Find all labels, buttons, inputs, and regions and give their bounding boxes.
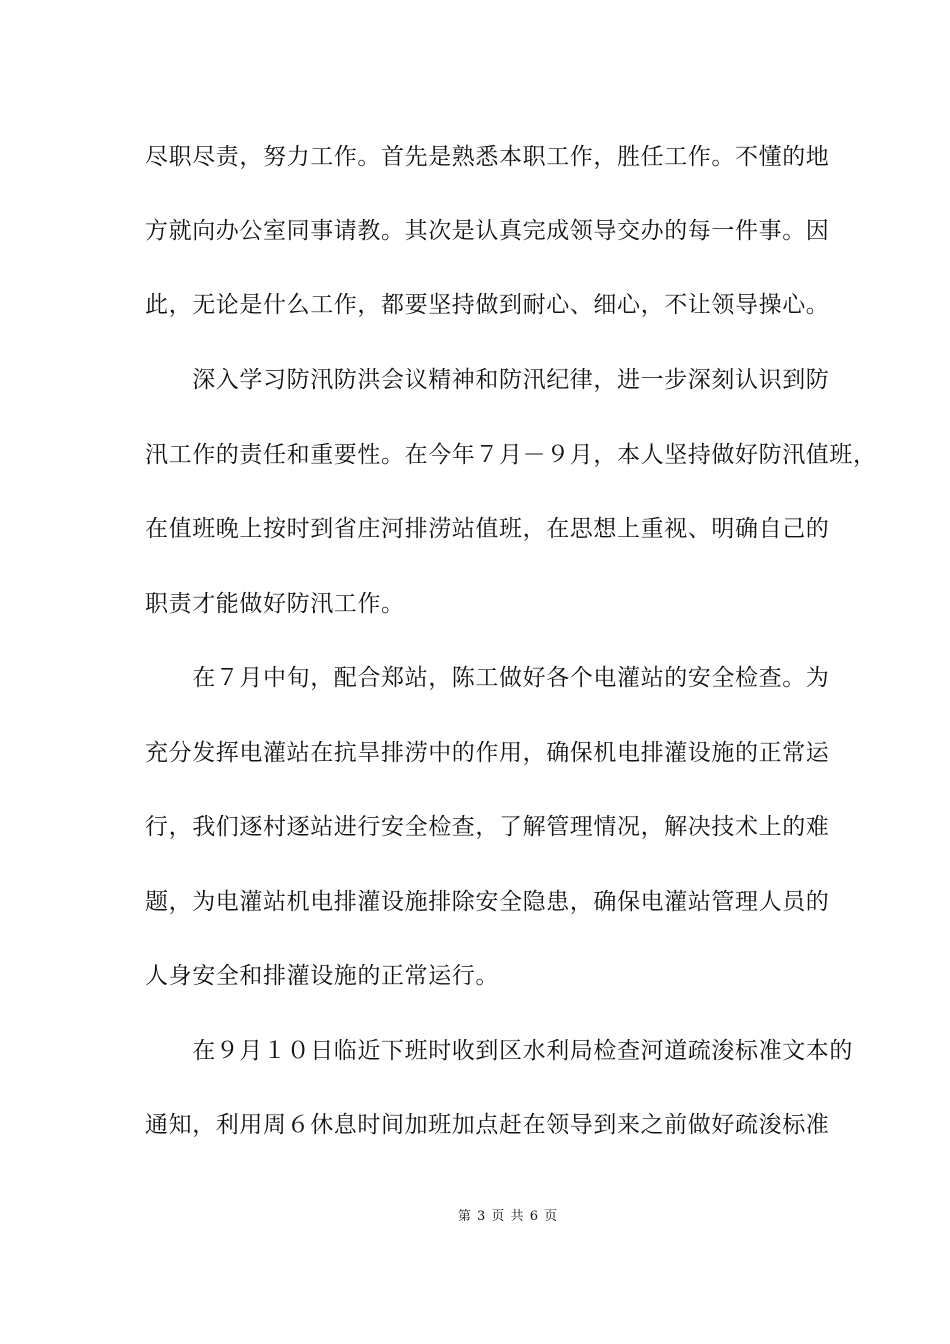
- text-line: 此，无论是什么工作，都要坚持做到耐心、细心，不让领导操心。: [145, 292, 830, 318]
- text-line: 职责才能做好防汛工作。: [145, 591, 405, 617]
- text-line: 题，为电灌站机电排灌设施排除安全隐患，确保电灌站管理人员的: [145, 889, 830, 915]
- page-number: 第 3 页 共 6 页: [457, 1209, 559, 1224]
- text-line: 方就向办公室同事请教。其次是认真完成领导交办的每一件事。因: [145, 218, 830, 244]
- text-line: 人身安全和排灌设施的正常运行。: [145, 963, 499, 989]
- text-line: 深入学习防汛防洪会议精神和防汛纪律，进一步深刻认识到防: [145, 367, 830, 393]
- text-line: 在值班晚上按时到省庄河排涝站值班，在思想上重视、明确自己的: [145, 516, 830, 542]
- text-line: 尽职尽责，努力工作。首先是熟悉本职工作，胜任工作。不懂的地: [145, 144, 830, 170]
- text-line: 行，我们逐村逐站进行安全检查，了解管理情况，解决技术上的难: [145, 814, 830, 840]
- text-line: 在９月１０日临近下班时收到区水利局检查河道疏浚标准文本的: [145, 1038, 853, 1064]
- page-footer: [0, 1208, 950, 1226]
- text-line: 充分发挥电灌站在抗旱排涝中的作用，确保机电排灌设施的正常运: [145, 740, 830, 766]
- text-line: 通知，利用周６休息时间加班加点赶在领导到来之前做好疏浚标准: [145, 1112, 830, 1138]
- text-line: 汛工作的责任和重要性。在今年７月－９月，本人坚持做好防汛值班，: [145, 442, 877, 468]
- text-line: 在７月中旬，配合郑站，陈工做好各个电灌站的安全检查。为: [145, 665, 830, 691]
